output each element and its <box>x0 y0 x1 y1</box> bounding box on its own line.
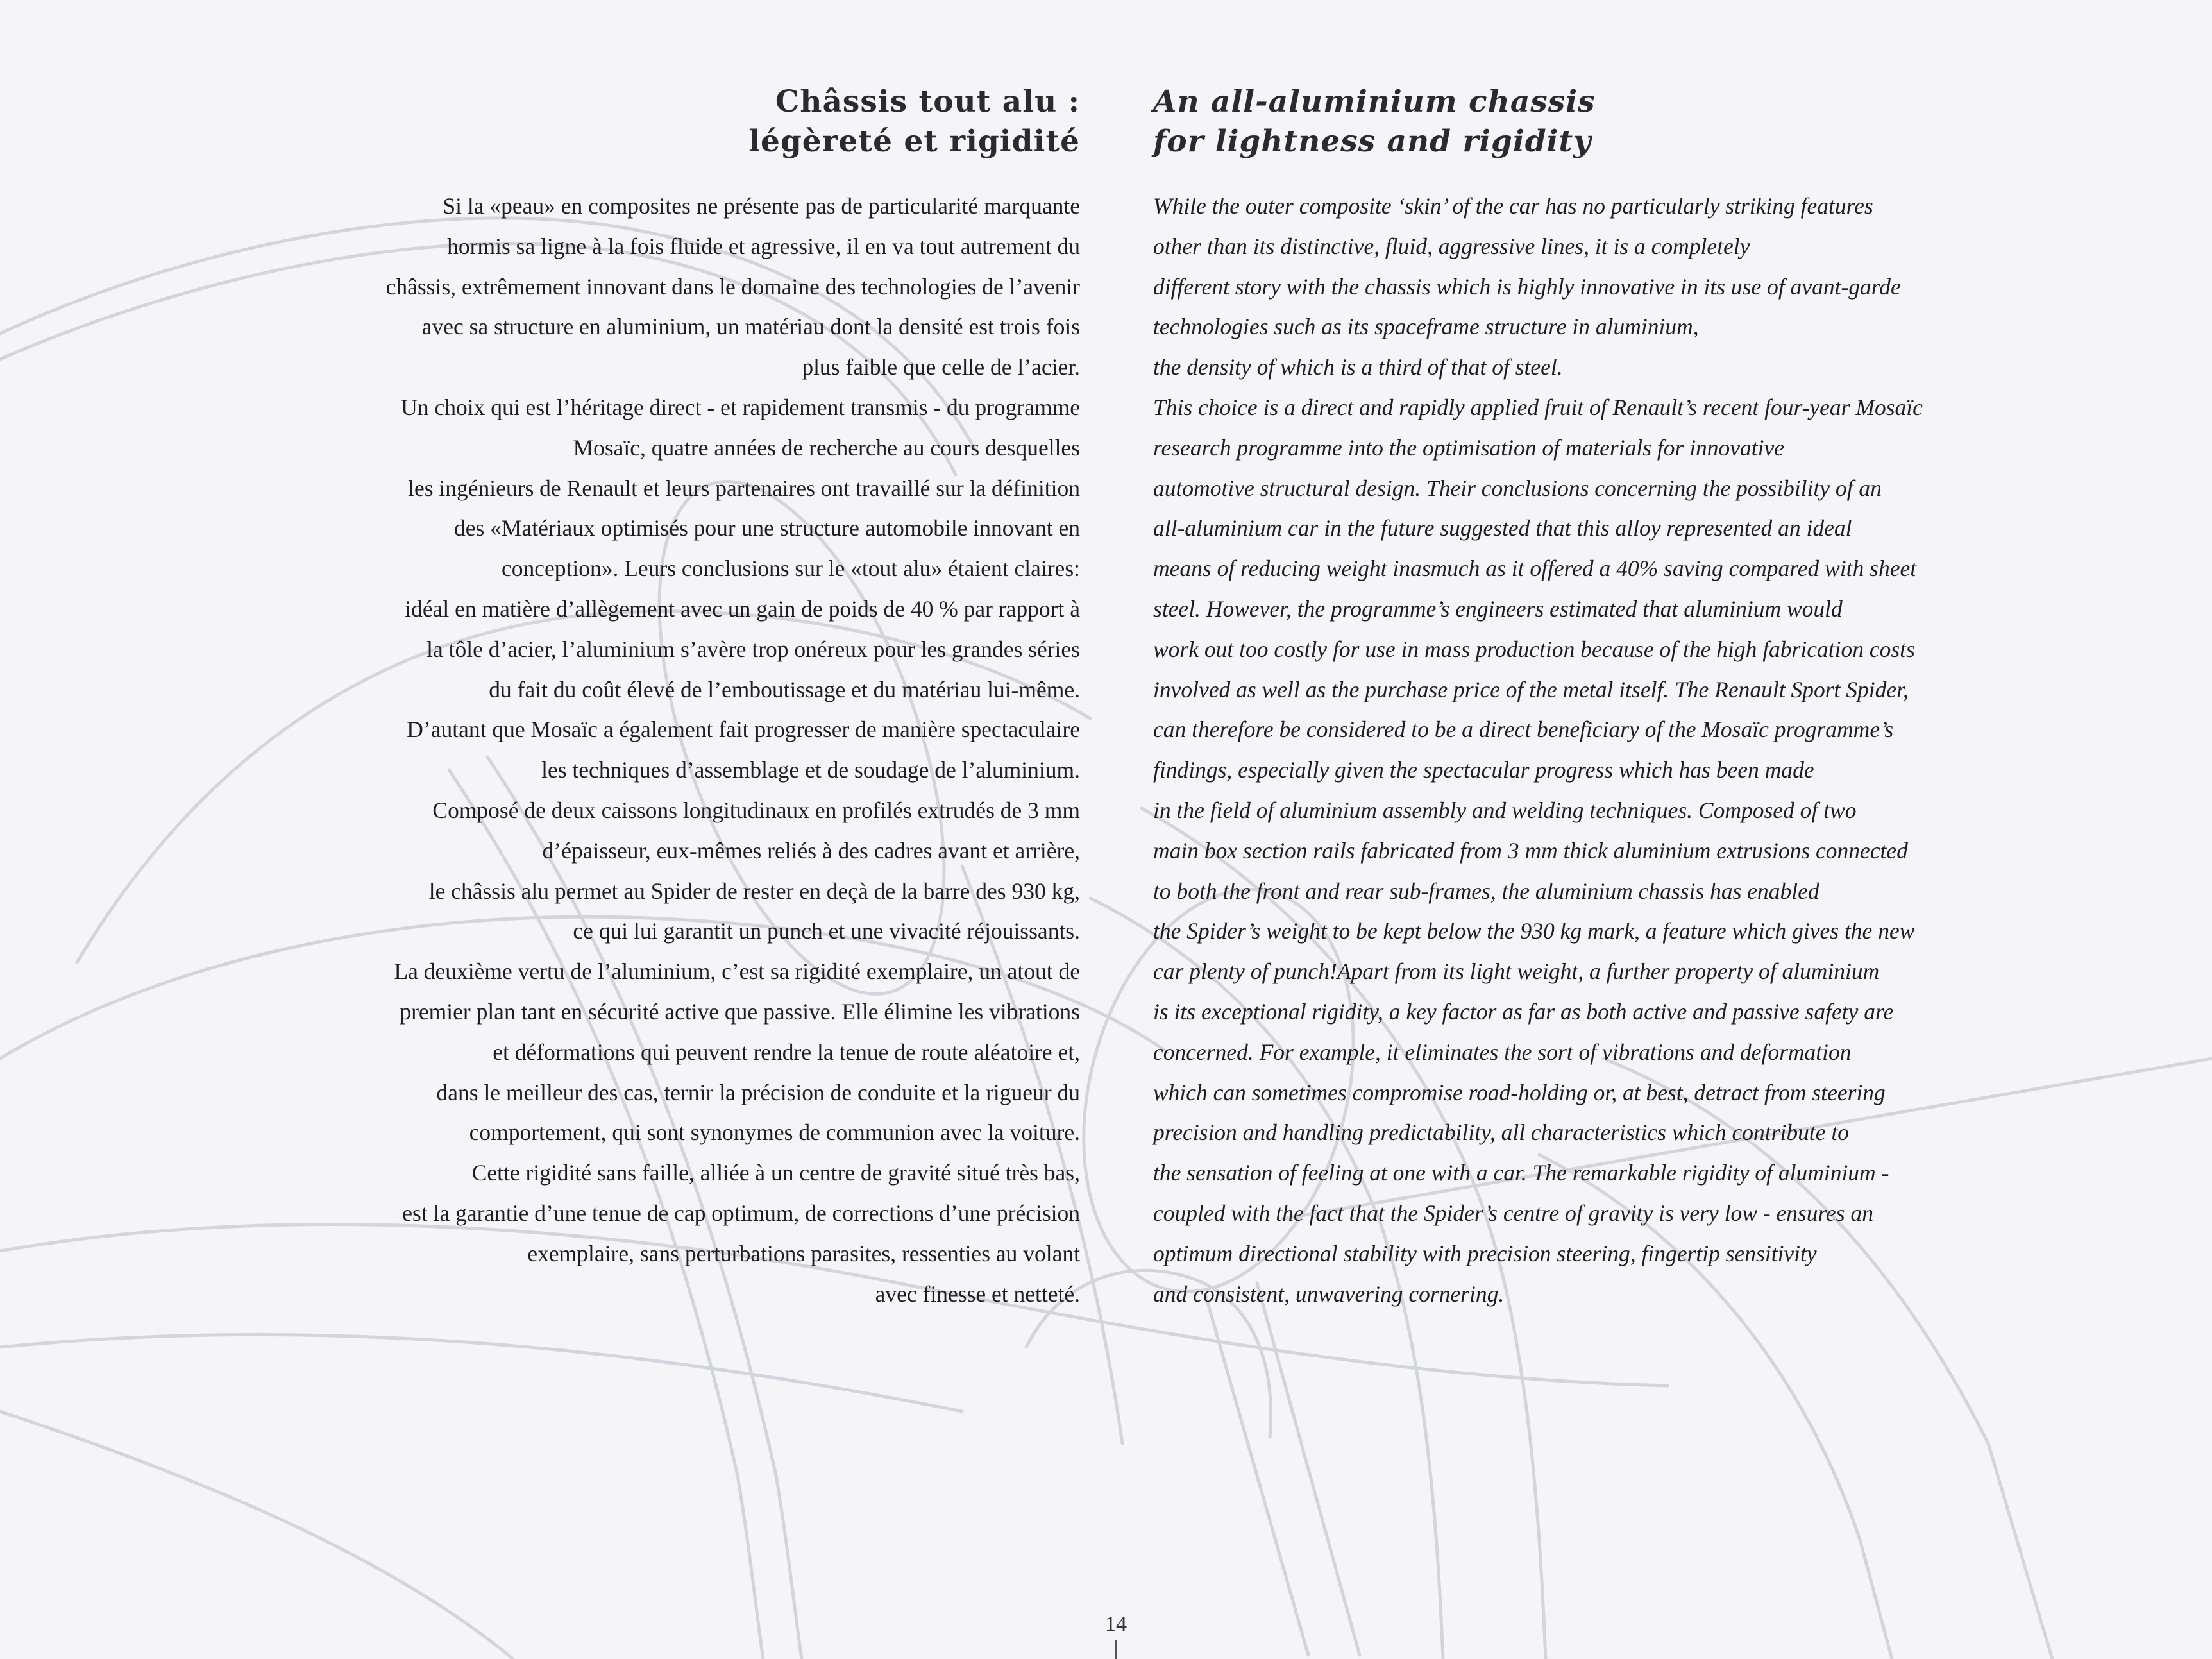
page-number: 14 <box>1105 1612 1127 1636</box>
french-body-line: avec sa structure en aluminium, un matériau dont la densité est trois fois <box>421 314 1080 340</box>
english-body-line: steel. However, the programme’s engineers estimated that aluminium would <box>1153 595 1843 622</box>
page-number-tick <box>1115 1640 1117 1659</box>
french-title <box>182 82 1080 162</box>
english-body-line: This choice is a direct and rapidly applied fruit of Renault’s recent four-year Mosaïc <box>1153 394 1923 420</box>
english-body-line: precision and handling predictability, all characteristics which contribute to <box>1153 1119 1849 1146</box>
french-body-line: premier plan tant en sécurité active que passive. Elle élimine les vibrations <box>400 998 1080 1025</box>
french-body-line: comportement, qui sont synonymes de communion avec la voiture. <box>469 1119 1080 1146</box>
english-body <box>1153 186 2051 1314</box>
english-body-line: in the field of aluminium assembly and welding techniques. Composed of two <box>1153 797 1857 823</box>
english-body-line: concerned. For example, it eliminates the sort of vibrations and deformation <box>1153 1039 1852 1065</box>
french-body-line: Cette rigidité sans faille, alliée à un centre de gravité situé très bas, <box>471 1160 1080 1186</box>
english-body-line: coupled with the fact that the Spider’s centre of gravity is very low - ensures an <box>1153 1200 1873 1226</box>
english-body-line: which can sometimes compromise road-holding or, at best, detract from steering <box>1153 1079 1886 1105</box>
english-body-line: the sensation of feeling at one with a car. The remarkable rigidity of aluminium - <box>1153 1160 1889 1186</box>
french-body-line: les ingénieurs de Renault et leurs partenaires ont travaillé sur la définition <box>408 475 1080 501</box>
french-body-line: Un choix qui est l’héritage direct - et rapidement transmis - du programme <box>401 394 1080 420</box>
english-body-line: all-aluminium car in the future suggested that this alloy represented an ideal <box>1153 515 1852 541</box>
english-body-line: to both the front and rear sub-frames, the aluminium chassis has enabled <box>1153 878 1819 904</box>
english-body-line: and consistent, unwavering cornering. <box>1153 1280 1505 1307</box>
french-title-line: Châssis tout alu : <box>775 84 1080 119</box>
english-body-line: can therefore be considered to be a direct beneficiary of the Mosaïc programme’s <box>1153 717 1894 743</box>
french-body-line: châssis, extrêmement innovant dans le domaine des technologies de l’avenir <box>385 273 1080 300</box>
english-body-line: car plenty of punch!Apart from its light weight, a further property of aluminium <box>1153 958 1880 985</box>
english-body-line: is its exceptional rigidity, a key factor as far as both active and passive safety are <box>1153 998 1894 1025</box>
french-body-line: exemplaire, sans perturbations parasites, ressenties au volant <box>527 1240 1080 1266</box>
french-body-line: ce qui lui garantit un punch et une vivacité réjouissants. <box>573 918 1080 944</box>
french-body-line: conception». Leurs conclusions sur le «tout alu» étaient claires: <box>501 556 1080 582</box>
french-body-line: Composé de deux caissons longitudinaux en profilés extrudés de 3 mm <box>432 797 1080 823</box>
english-body-line: technologies such as its spaceframe structure in aluminium, <box>1153 314 1699 340</box>
french-title-line: légèreté et rigidité <box>748 124 1080 159</box>
french-body-line: du fait du coût élevé de l’emboutissage et du matériau lui-même. <box>489 676 1080 702</box>
french-body-line: idéal en matière d’allègement avec un gain de poids de 40 % par rapport à <box>405 595 1080 622</box>
english-body-line: means of reducing weight inasmuch as it offered a 40% saving compared with sheet <box>1153 556 1917 582</box>
french-body-line: Si la «peau» en composites ne présente pas de particularité marquante <box>443 193 1080 219</box>
english-body-line: involved as well as the purchase price of the metal itself. The Renault Sport Spider, <box>1153 676 1909 702</box>
english-body-line: other than its distinctive, fluid, aggressive lines, it is a completely <box>1153 233 1750 259</box>
english-title-line: for lightness and rigidity <box>1153 124 1592 159</box>
english-body-line: work out too costly for use in mass production because of the high fabrication costs <box>1153 636 1915 662</box>
english-body-line: different story with the chassis which is highly innovative in its use of avant-garde <box>1153 273 1901 300</box>
english-body-line: research programme into the optimisation of materials for innovative <box>1153 434 1785 461</box>
english-body-line: main box section rails fabricated from 3 mm thick aluminium extrusions connected <box>1153 837 1908 864</box>
english-body-line: While the outer composite ‘skin’ of the car has no particularly striking features <box>1153 193 1873 219</box>
french-body-line: est la garantie d’une tenue de cap optimum, de corrections d’une précision <box>402 1200 1080 1226</box>
english-body-line: automotive structural design. Their conclusions concerning the possibility of an <box>1153 475 1882 501</box>
french-body <box>180 186 1080 1314</box>
french-body-line: La deuxième vertu de l’aluminium, c’est sa rigidité exemplaire, un atout de <box>394 958 1080 985</box>
french-body-line: les techniques d’assemblage et de soudage de l’aluminium. <box>541 757 1080 783</box>
french-body-line: plus faible que celle de l’acier. <box>802 354 1080 380</box>
french-body-line: des «Matériaux optimisés pour une structure automobile innovant en <box>453 515 1080 541</box>
french-body-line: et déformations qui peuvent rendre la tenue de route aléatoire et, <box>493 1039 1080 1065</box>
english-title <box>1153 82 2051 162</box>
french-body-line: D’autant que Mosaïc a également fait progresser de manière spectaculaire <box>407 717 1080 743</box>
french-body-line: dans le meilleur des cas, ternir la précision de conduite et la rigueur du <box>436 1079 1080 1105</box>
english-body-line: findings, especially given the spectacular progress which has been made <box>1153 757 1814 783</box>
english-body-line: optimum directional stability with precision steering, fingertip sensitivity <box>1153 1240 1817 1266</box>
french-body-line: le châssis alu permet au Spider de rester en deçà de la barre des 930 kg, <box>428 878 1080 904</box>
french-body-line: avec finesse et netteté. <box>875 1280 1080 1307</box>
english-body-line: the Spider’s weight to be kept below the 930 kg mark, a feature which gives the new <box>1153 918 1915 944</box>
english-body-line: the density of which is a third of that of steel. <box>1153 354 1563 380</box>
french-body-line: hormis sa ligne à la fois fluide et agressive, il en va tout autrement du <box>447 233 1080 259</box>
french-body-line: Mosaïc, quatre années de recherche au cours desquelles <box>573 434 1080 461</box>
english-title-line: An all-aluminium chassis <box>1153 84 1596 119</box>
french-body-line: la tôle d’acier, l’aluminium s’avère trop onéreux pour les grandes séries <box>426 636 1080 662</box>
french-body-line: d’épaisseur, eux-mêmes reliés à des cadres avant et arrière, <box>542 837 1080 864</box>
